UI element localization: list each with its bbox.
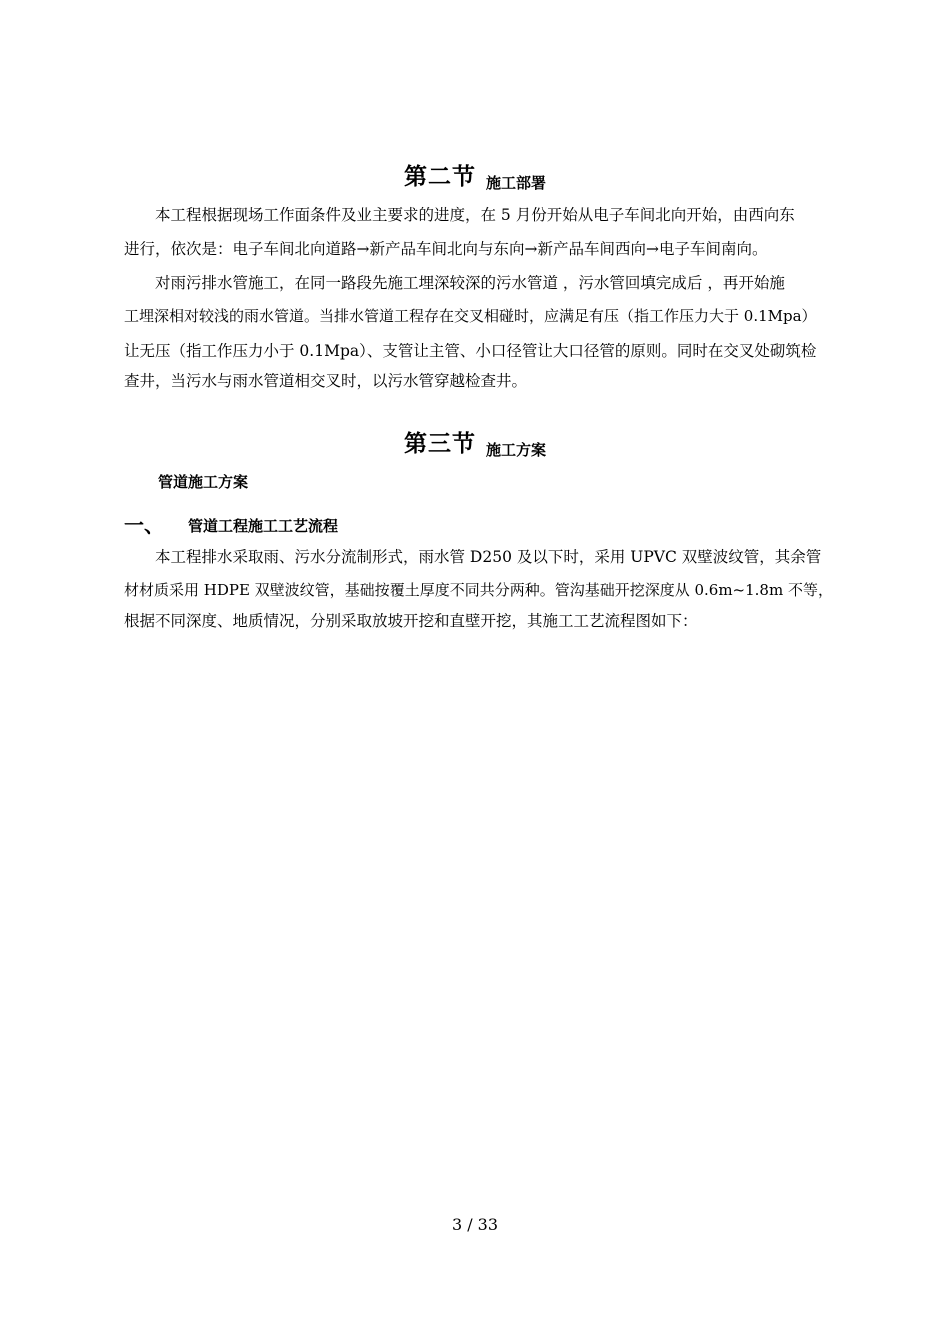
paragraph-line: 根据不同深度、地质情况，分别采取放坡开挖和直壁开挖，其施工工艺流程图如下： xyxy=(124,612,698,630)
paragraph-line: 材材质采用 HDPE 双壁波纹管，基础按覆土厚度不同共分两种。管沟基础开挖深度从 0.6m~1.8m 不等， xyxy=(124,581,833,599)
page-number: 3 / 33 xyxy=(451,1215,499,1234)
paragraph-line: 进行，依次是：电子车间北向道路→新产品车间北向与东向→新产品车间西向→电子车间南向。 xyxy=(124,240,768,258)
paragraph-line: 查井，当污水与雨水管道相交叉时，以污水管穿越检查井。 xyxy=(124,372,528,390)
section-3-subheading: 施工方案 xyxy=(485,441,546,459)
section-2-subheading: 施工部署 xyxy=(485,174,546,192)
section-2-heading: 第二节 xyxy=(403,164,476,190)
item-1-heading xyxy=(124,509,338,538)
paragraph-line: 对雨污排水管施工，在同一路段先施工埋深较深的污水管道 ，污水管回填完成后 ，再开始施 xyxy=(155,274,785,292)
paragraph-line: 本工程排水采取雨、污水分流制形式，雨水管 D250 及以下时，采用 UPVC 双壁波纹管，其余管 xyxy=(155,548,822,566)
item-1-title: 管道工程施工工艺流程 xyxy=(188,517,339,535)
section-3-title xyxy=(0,425,950,458)
paragraph-line: 本工程根据现场工作面条件及业主要求的进度，在 5 月份开始从电子车间北向开始，由西向东 xyxy=(155,206,795,224)
paragraph-line: 让无压（指工作压力小于 0.1Mpa）、支管让主管、小口径管让大口径管的原则。同时在交叉处砌筑检 xyxy=(124,342,817,360)
section-3-heading: 第三节 xyxy=(403,431,476,457)
paragraph-line: 工埋深相对较浅的雨水管道。当排水管道工程存在交叉相碰时，应满足有压（指工作压力大于 0.1Mpa） xyxy=(124,307,817,325)
section-2-title xyxy=(0,158,950,191)
item-1-number: 一、 xyxy=(124,513,164,537)
section-3-subtitle: 管道施工方案 xyxy=(158,473,249,491)
